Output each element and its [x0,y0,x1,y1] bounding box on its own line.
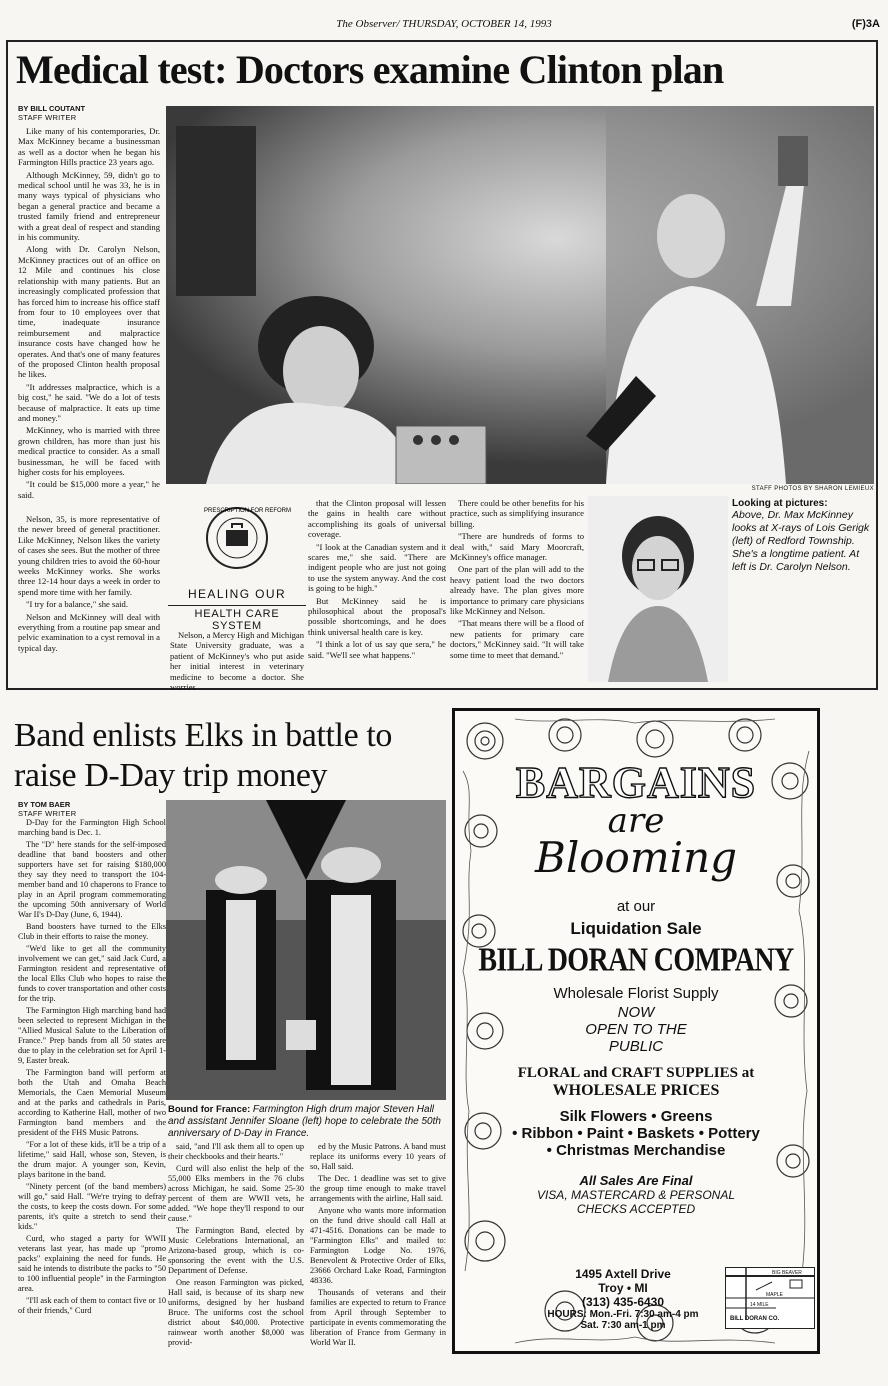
paragraph: Nelson, 35, is more representative of the newer breed of general practitioner. Like McKinney, Nelson likes the variety of cases she sees. But the mother of three young children tries to avoid the 60-hour weeks McKinney works. She works three 12-14 hour days a week in order to spend more time with her family. [18,514,160,597]
paragraph: Band boosters have turned to the Elks Club in their efforts to raise the money. [18,922,166,941]
page-number: (F)3A [851,18,880,30]
ad-address: 1495 Axtell Drive [575,1267,671,1281]
paragraph: "It addresses malpractice, which is a big cost," he said. "We do a lot of tests because of malpractice. It eats up time and money." [18,381,160,423]
series-logo [168,500,306,640]
byline-role: STAFF WRITER [18,809,77,818]
ad-are: are [607,801,665,841]
paragraph: The "D" here stands for the self-imposed deadline that band boosters and other supporters have set for raising $180,000 they say they need to transport the 104-member band and 10 chaperons to France to play in an April program commemorating the upcoming 50th anniversary of World War II's D-Day (June, 6, 1944). [18,840,166,919]
ad-open: OPEN TO THE [585,1021,687,1038]
story2-byline [18,800,166,818]
paragraph: "We'd like to get all the community involvement we can get," said Jack Curd, a Farmington resident and representative of the local Elks Club who hopes to raise the funds to cover transportation and other costs for the trip. [18,944,166,1003]
ad-sale: Liquidation Sale [570,919,702,938]
caption-head: Looking at pictures: [732,498,828,509]
paragraph: "I try for a balance," she said. [26,599,128,610]
ad-cards-2: CHECKS ACCEPTED [576,1202,696,1216]
byline-name: BY TOM BAER [18,800,71,809]
ad-hours-1: HOURS: Mon.-Fri. 7:30 am-4 pm [547,1309,699,1320]
prescription-seal-icon [168,500,306,580]
paragraph: There could be other benefits for his practice, such as simplifying insurance billing. [450,498,584,529]
location-map [725,1267,815,1329]
ad-content [455,711,817,1351]
ad-phone: (313) 435-6430 [581,1295,665,1309]
story2-column-3 [310,1142,446,1350]
band-photo-caption [168,1104,446,1140]
byline-role: STAFF WRITER [18,113,77,122]
logo-line-1: HEALING OUR [187,587,287,601]
paragraph: Anyone who wants more information on the fund drive should call Hall at 471-4516. Donations can be made to "Farmington Elks" and mailed to: Farmington Lodge No. 1976, Benevolent & Protective Order of Elks, 23666 Orchard Lake Road, Farmington 48336. [310,1206,446,1285]
paragraph: McKinney, who is married with three grown children, has more than just his medical practice to consider. As a small businessman, he will be faced with higher costs for his employees. [18,425,160,477]
paragraph: Along with Dr. Carolyn Nelson, McKinney practices out of an office on 12 Mile and continues his close relationship with many patients. But an increasingly complicated profession that has forced him to increase his office staff from four to 10 employees over that time, inadequate insurance reimbursement and malpractice insurance costs have changed how he operates. And that's one of many features of the proposed Clinton health proposal he likes. [18,244,160,380]
paragraph: But McKinney said he is philosophical about the proposal's possible shortcomings, and he does think universal health care is key. [308,595,446,637]
band-photo [166,800,446,1100]
xray-viewing-photo [166,106,874,484]
ad-wholesale: Wholesale Florist Supply [553,985,719,1002]
paragraph: Although McKinney, 59, didn't go to medical school until he was 33, he is in many ways typical of physicians who began a general practice and became a trusted family friend and entrepreneur with a great deal of respect and standing in his community. [18,169,160,243]
ad-final: All Sales Are Final [579,1173,693,1188]
paragraph: The Farmington Band, elected by Music Celebrations International, an Arizona-based group, which is co-sponsoring the event with the U.S. Department of Defense. [168,1226,304,1275]
paragraph: One part of the plan will add to the heavy patient load the two doctors already have. The plan gives more importance to primary care physicians like McKinney and Nelson. [450,564,584,617]
issue-date: The Observer/ THURSDAY, OCTOBER 14, 1993 [336,18,552,30]
ad-city: Troy • MI [598,1281,648,1295]
paragraph: The Farmington High marching band had been selected to represent Michigan in the "Allied Musical Salute to the Liberation of France." Prep bands from all 50 states are due to play in the celebration set for April 1-9, Easter break. [18,1006,166,1065]
map-road-2: BIG BEAVER [772,1270,802,1276]
ad-public: PUBLIC [608,1038,664,1055]
paragraph: The Dec. 1 deadline was set to give the group time enough to make travel arrangements with the airline, Hall said. [310,1174,446,1203]
paragraph: The Farmington band will perform at both the Utah and Omaha Beach Memorials, the Caen Memorial Museum and at the parks and cathedrals in Paris, according to Katherine Hall, mother of two Farmington band members and the president of the FHS Music Patrons. [18,1068,166,1137]
paragraph: Like many of his contemporaries, Dr. Max McKinney became a businessman as well as a doctor when he began his Farmington Hills practice 23 years ago. [18,126,160,168]
ad-blooming: Blooming [534,833,738,882]
paragraph: "It could be $15,000 more a year," he said. [18,479,160,500]
map-road-1: 14 MILE [750,1302,769,1308]
story2-headline: Band enlists Elks in battle to raise D-Day trip money [14,717,393,794]
seal-text: PRESCRIPTION FOR REFORM [204,508,292,514]
paragraph: "That means there will be a flood of new patients for primary care doctors," McKinney said. "It will take some time to meet that demand." [450,618,584,660]
logo-line-2: HEALTH CARE SYSTEM [168,605,306,632]
paragraph: Curd, who staged a party for WWII veterans last year, has made up "promo packs" explaining the need for funds. He said he intends to distribute the packs to "50 to 100 influential people" in the Farmington area. [18,1234,166,1293]
paragraph: "I think a lot of us say que sera," he said. "We'll see what happens." [308,639,446,660]
paragraph: said, "and I'll ask them all to open up their checkbooks and their hearts." [168,1142,304,1161]
paragraph: "I look at the Canadian system and it scares me," she said. "There are indigent people who are just not going to use the system anyway. And the cost is going to be high." [308,541,446,594]
paragraph: D-Day for the Farmington High School marching band is Dec. 1. [18,818,166,837]
portrait-photo [588,496,728,682]
paragraph: Nelson and McKinney will deal with everything from a routine pap smear and pelvic examination to a cyst removal in a typical day. [18,611,160,653]
story1-column-1 [18,126,160,502]
byline-name: BY BILL COUTANT [18,104,86,113]
ad-now: NOW [617,1004,655,1021]
story1-byline [18,104,160,122]
paragraph: Nelson, a Mercy High and Michigan State University graduate, was a patient of McKinney's who put aside her initial interest in veterinary medicine to become a doctor. She worries [170,630,305,693]
paragraph: that the Clinton proposal will lessen the gains in health care without accomplishing its goals of universal coverage. [308,498,446,540]
story1-column-3 [308,498,446,662]
paragraph: ed by the Music Patrons. A band must replace its uniforms every 10 years of so, Hall said. [310,1142,446,1171]
paragraph: Thousands of veterans and their families are expected to return to France from April through September to participate in events commemorating the liberation of France from Germany in World War II. [310,1288,446,1347]
ad-at-our: at our [616,898,656,915]
story1-headline: Medical test: Doctors examine Clinton plan [16,47,724,92]
story2-column-1 [18,818,166,1318]
doctor-portrait [588,496,728,682]
ad-hours-2: Sat. 7:30 am-1 pm [580,1320,666,1331]
ad-company: BILL DORAN COMPANY [478,941,794,979]
band-members-photo [166,800,446,1100]
story1-column-4 [450,498,584,662]
paragraph: "There are hundreds of forms to deal with," said Mary Moorcraft, McKinney's office manager. [450,531,584,563]
ad-floral: FLORAL and CRAFT SUPPLIES at [517,1065,755,1081]
ad-prices: WHOLESALE PRICES [552,1082,720,1099]
paragraph: One reason Farmington was picked, Hall said, is because of its sharp new uniforms, designed by her husband Bruce. The uniforms cost the school district about $40,000. Protective rainwear worth another $8,000 was provid- [168,1278,304,1347]
paragraph: "For a lot of these kids, it'll be a trip of a lifetime," said Hall, whose son, Steven, is the drum major. A younger son, Kevin, plays baritone in the band. [18,1140,166,1179]
ad-items-2: • Ribbon • Paint • Baskets • Pottery [512,1125,760,1142]
ad-title: BARGAINS [515,758,757,807]
map-road-3: MAPLE [766,1292,783,1298]
ad-items-3: • Christmas Merchandise [546,1142,726,1159]
story1-column-2 [18,514,160,655]
paragraph: Curd will also enlist the help of the 55,000 Elks members in the 76 clubs across Michigan, he said. Some 25-30 percent of them are WWII vets, he added. "We hope they'll respond to our cause." [168,1164,304,1223]
florist-advertisement [452,708,820,1354]
ad-contact [513,1267,733,1331]
story2-column-2 [168,1142,304,1350]
story1-column-2b [170,630,304,694]
paragraph: "Ninety percent (of the band members) will go," said Hall. "We're trying to defray the costs, to keep the costs down. For some parents, it's quite a stretch to send their kids." [18,1182,166,1231]
caption-head: Bound for France: [168,1104,251,1115]
paragraph: "I'll ask each of them to contact five or 10 of their friends," Curd [18,1296,166,1315]
main-photo [166,106,874,484]
page-header [0,14,888,32]
ad-cards-1: VISA, MASTERCARD & PERSONAL [536,1188,736,1202]
caption-body: Above, Dr. Max McKinney looks at X-rays of Lois Gerigk (left) of Redford Township. She's a longtime patient. At left is Dr. Carolyn Nelson. [732,509,870,573]
map-label: BILL DORAN CO. [730,1316,780,1322]
photo-credit: STAFF PHOTOS BY SHARON LEMIEUX [751,486,874,492]
photo-caption [732,498,874,574]
caption-body: Farmington High drum major Steven Hall and assistant Jennifer Sloane (left) hope to celebrate the 50th anniversary of D-Day in France. [168,1104,441,1139]
ad-items-1: Silk Flowers • Greens [559,1108,713,1125]
